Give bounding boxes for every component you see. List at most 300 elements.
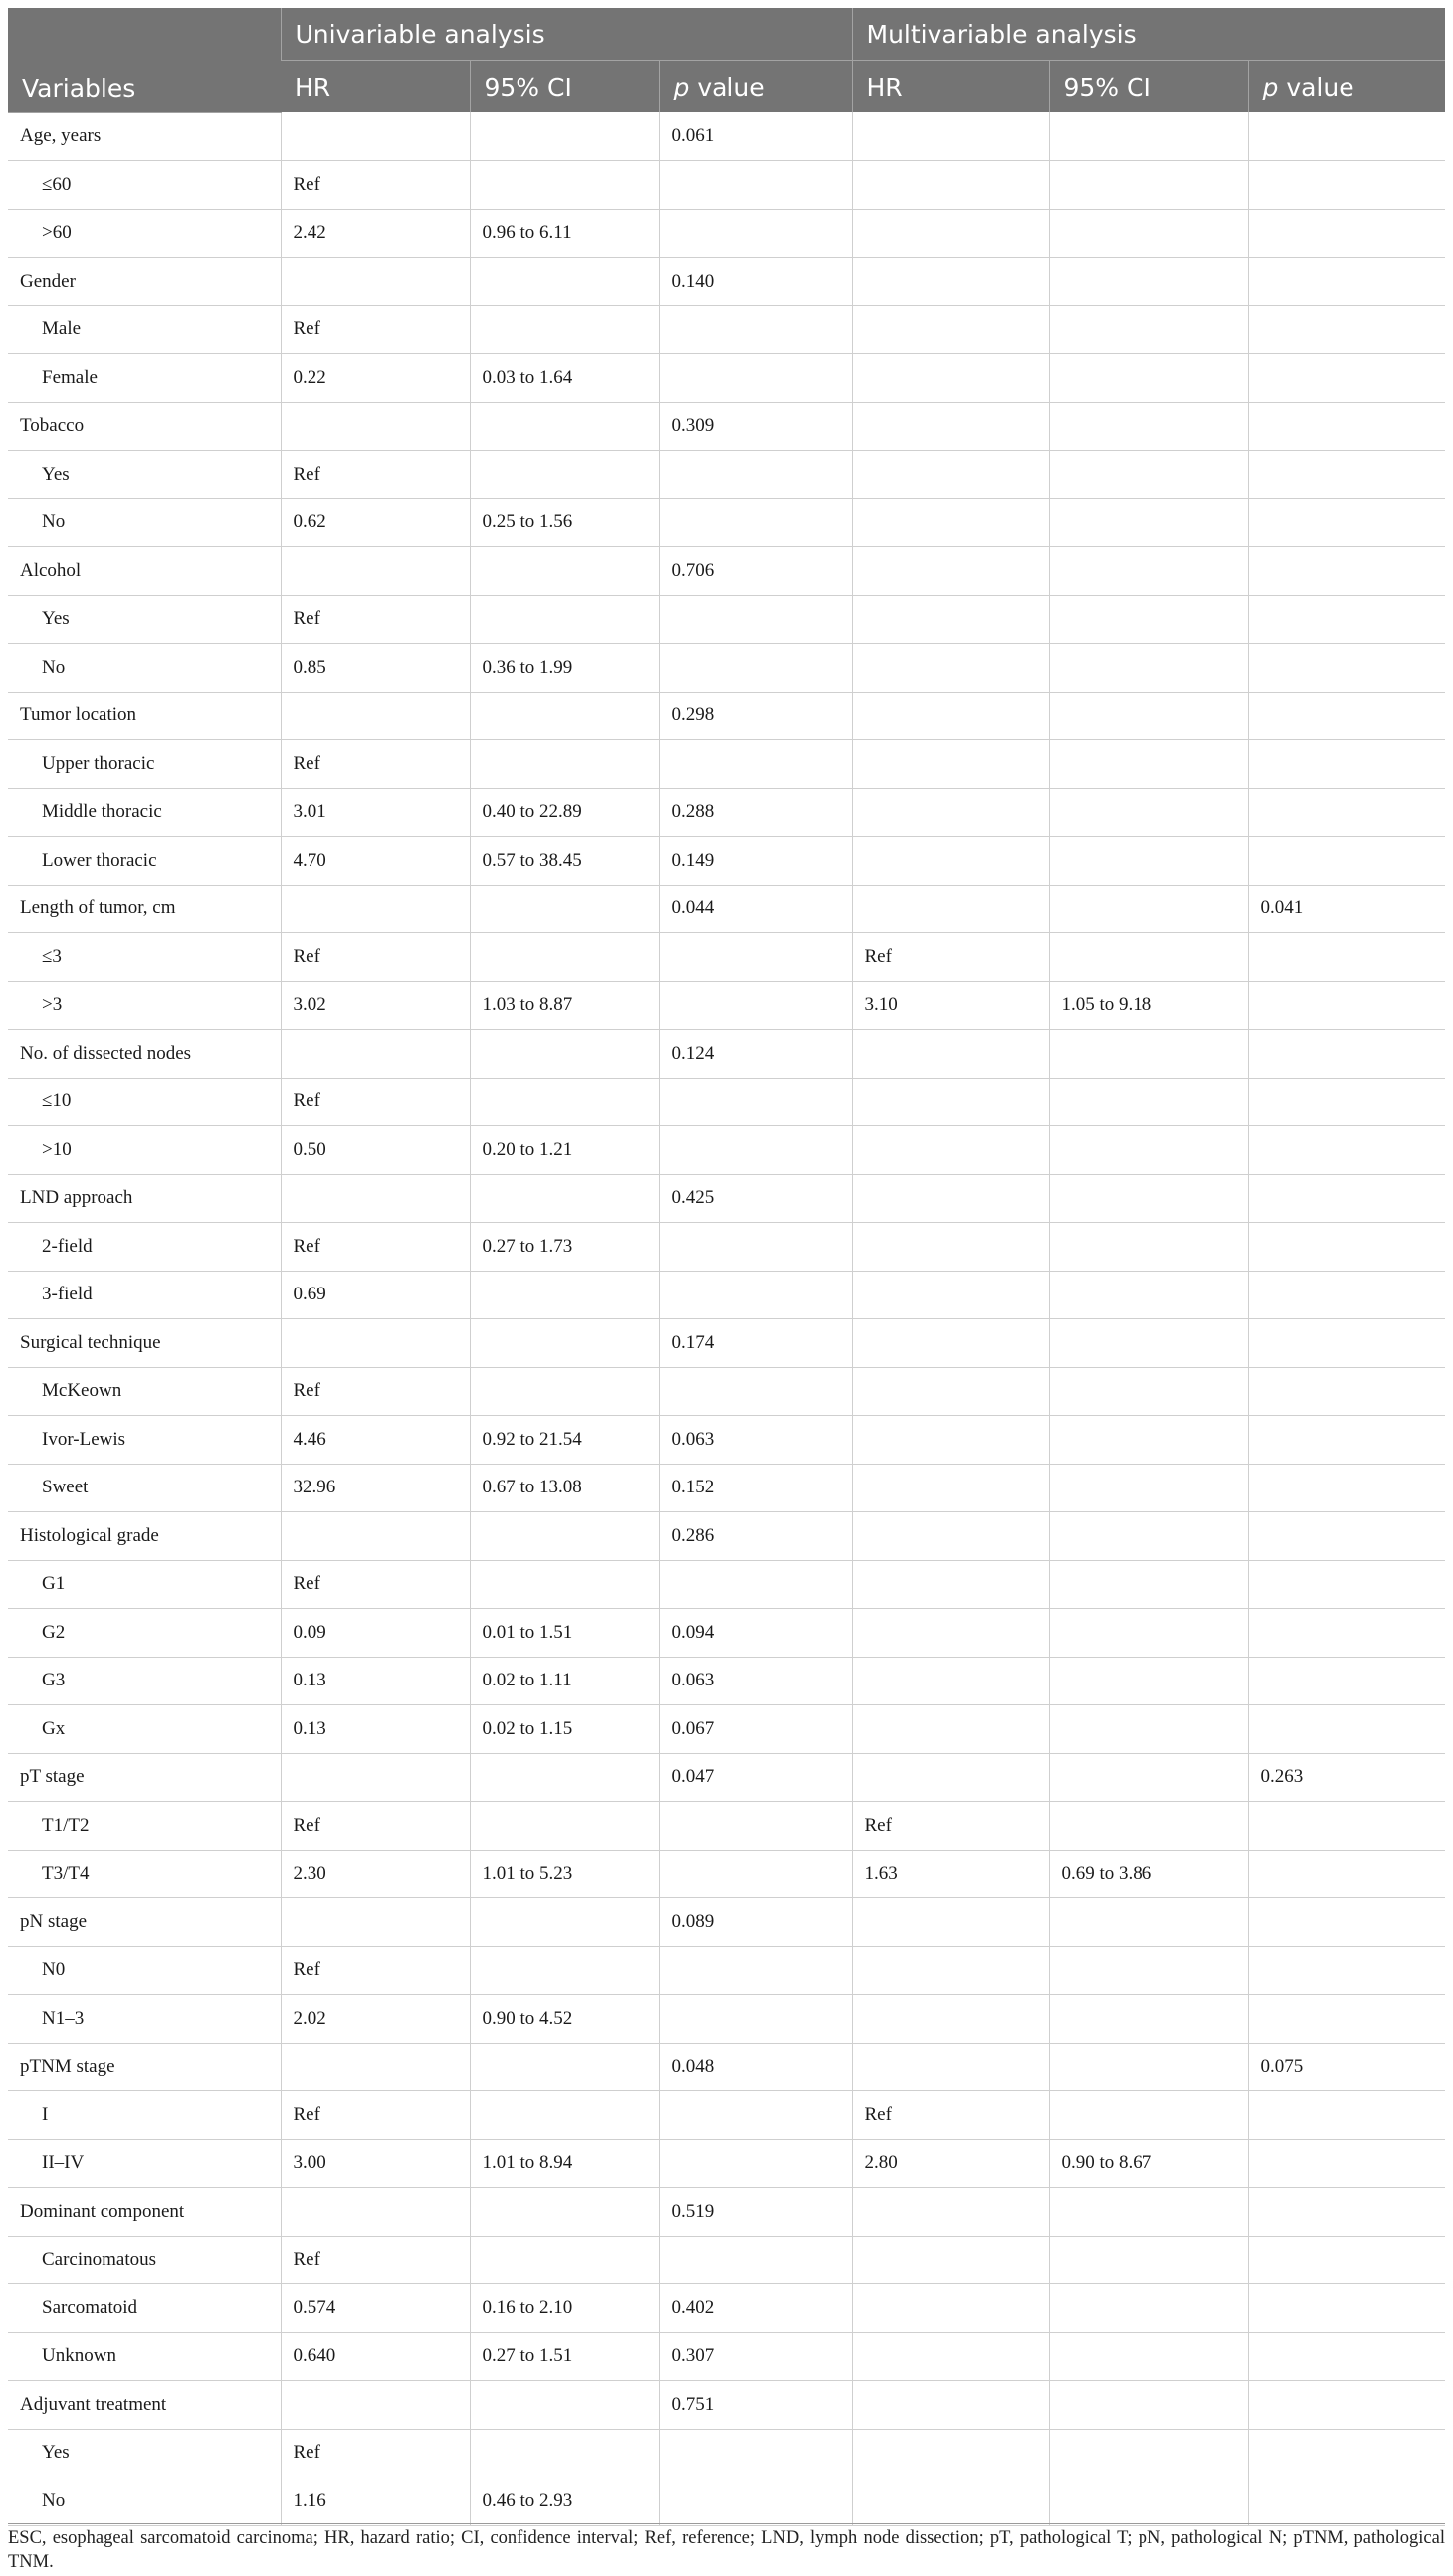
multivariable-hr-cell [852, 1126, 1049, 1175]
univariable-hr-cell: Ref [281, 740, 470, 789]
univariable-hr-cell [281, 547, 470, 596]
multivariable-hr-cell [852, 1319, 1049, 1368]
univariable-ci-header: 95% CI [470, 61, 659, 113]
univariable-hr-cell: 0.13 [281, 1657, 470, 1705]
univariable-ci-cell: 0.25 to 1.56 [470, 498, 659, 547]
variable-cell: pTNM stage [8, 2043, 281, 2091]
variable-cell: I [8, 2091, 281, 2140]
table-row [8, 740, 1445, 789]
multivariable-ci-cell [1049, 1946, 1248, 1995]
multivariable-hr-cell [852, 112, 1049, 161]
multivariable-p-cell [1248, 788, 1445, 837]
multivariable-hr-cell [852, 2477, 1049, 2526]
multivariable-p-cell [1248, 258, 1445, 306]
univariable-ci-cell: 0.02 to 1.15 [470, 1705, 659, 1754]
table-row [8, 1416, 1445, 1465]
univariable-p-cell: 0.044 [659, 885, 852, 933]
univariable-p-cell: 0.286 [659, 1512, 852, 1561]
multivariable-ci-cell [1049, 2043, 1248, 2091]
table-row [8, 1657, 1445, 1705]
table-row [8, 2429, 1445, 2477]
table-row [8, 933, 1445, 982]
table-row [8, 451, 1445, 499]
univariable-hr-cell: 3.02 [281, 981, 470, 1030]
multivariable-p-cell [1248, 1850, 1445, 1898]
univariable-ci-cell [470, 2429, 659, 2477]
multivariable-ci-cell [1049, 595, 1248, 644]
variable-cell: Alcohol [8, 547, 281, 596]
univariable-hr-cell: 2.30 [281, 1850, 470, 1898]
table-row [8, 547, 1445, 596]
multivariable-p-cell [1248, 1946, 1445, 1995]
univariable-ci-cell [470, 2188, 659, 2237]
multivariable-p-cell [1248, 547, 1445, 596]
multivariable-ci-cell [1049, 1078, 1248, 1126]
results-table-container [8, 8, 1445, 2526]
multivariable-p-cell [1248, 1174, 1445, 1223]
univariable-p-cell [659, 1126, 852, 1175]
multivariable-hr-cell [852, 1223, 1049, 1272]
univariable-p-cell: 0.288 [659, 788, 852, 837]
multivariable-hr-cell [852, 1609, 1049, 1658]
multivariable-p-cell [1248, 1030, 1445, 1079]
multivariable-ci-cell [1049, 402, 1248, 451]
univariable-p-cell [659, 161, 852, 210]
multivariable-p-cell [1248, 1657, 1445, 1705]
univariable-hr-cell: Ref [281, 1560, 470, 1609]
univariable-ci-cell [470, 740, 659, 789]
variable-cell: Female [8, 354, 281, 403]
multivariable-ci-cell: 1.05 to 9.18 [1049, 981, 1248, 1030]
univariable-ci-cell [470, 258, 659, 306]
header-row-groups [8, 8, 1445, 61]
multivariable-group-header: Multivariable analysis [852, 8, 1445, 61]
univariable-ci-cell [470, 1319, 659, 1368]
univariable-hr-cell: 2.02 [281, 1995, 470, 2044]
multivariable-p-cell [1248, 209, 1445, 258]
univariable-ci-cell [470, 2381, 659, 2430]
univariable-ci-cell: 0.27 to 1.73 [470, 1223, 659, 1272]
univariable-p-cell [659, 209, 852, 258]
univariable-p-cell [659, 498, 852, 547]
multivariable-p-cell [1248, 740, 1445, 789]
univariable-hr-cell [281, 258, 470, 306]
table-row [8, 1271, 1445, 1319]
univariable-p-cell: 0.402 [659, 2284, 852, 2333]
multivariable-ci-cell [1049, 2188, 1248, 2237]
multivariable-hr-cell [852, 1078, 1049, 1126]
univariable-hr-cell: 0.69 [281, 1271, 470, 1319]
univariable-p-cell: 0.309 [659, 402, 852, 451]
multivariable-ci-cell [1049, 692, 1248, 740]
multivariable-ci-cell [1049, 1898, 1248, 1947]
univariable-hr-cell [281, 1319, 470, 1368]
multivariable-ci-cell [1049, 547, 1248, 596]
variable-cell: Histological grade [8, 1512, 281, 1561]
table-row [8, 1319, 1445, 1368]
univariable-ci-cell [470, 305, 659, 354]
univariable-ci-cell [470, 1271, 659, 1319]
table-row [8, 1030, 1445, 1079]
variable-cell: Dominant component [8, 2188, 281, 2237]
multivariable-p-cell [1248, 1271, 1445, 1319]
p-italic: p [673, 72, 690, 101]
multivariable-hr-cell: Ref [852, 1802, 1049, 1851]
variable-cell: >10 [8, 1126, 281, 1175]
univariable-hr-cell: Ref [281, 1367, 470, 1416]
table-row [8, 1753, 1445, 1802]
univariable-ci-cell [470, 595, 659, 644]
table-row [8, 2477, 1445, 2526]
table-row [8, 1609, 1445, 1658]
multivariable-ci-cell [1049, 2332, 1248, 2381]
table-row [8, 837, 1445, 886]
univariable-p-cell [659, 2477, 852, 2526]
variable-cell: N1–3 [8, 1995, 281, 2044]
multivariable-ci-cell [1049, 933, 1248, 982]
multivariable-hr-cell [852, 2236, 1049, 2284]
univariable-hr-cell [281, 2043, 470, 2091]
univariable-ci-cell: 0.20 to 1.21 [470, 1126, 659, 1175]
univariable-hr-cell: 0.50 [281, 1126, 470, 1175]
univariable-ci-cell [470, 1174, 659, 1223]
univariable-p-cell [659, 1078, 852, 1126]
univariable-hr-cell [281, 112, 470, 161]
univariable-p-cell [659, 644, 852, 693]
multivariable-p-cell [1248, 2188, 1445, 2237]
multivariable-hr-cell [852, 2284, 1049, 2333]
univariable-hr-cell: Ref [281, 1802, 470, 1851]
multivariable-p-cell [1248, 1898, 1445, 1947]
multivariable-hr-cell [852, 1657, 1049, 1705]
univariable-p-cell: 0.063 [659, 1657, 852, 1705]
univariable-hr-cell: Ref [281, 1223, 470, 1272]
univariable-hr-cell [281, 692, 470, 740]
multivariable-ci-cell [1049, 1126, 1248, 1175]
multivariable-p-cell [1248, 402, 1445, 451]
univariable-hr-cell: Ref [281, 1078, 470, 1126]
univariable-hr-cell: Ref [281, 2236, 470, 2284]
univariable-ci-cell: 1.01 to 8.94 [470, 2139, 659, 2188]
multivariable-ci-cell [1049, 644, 1248, 693]
univariable-ci-cell [470, 1367, 659, 1416]
multivariable-p-cell [1248, 2332, 1445, 2381]
variable-cell: Sweet [8, 1464, 281, 1512]
univariable-ci-cell [470, 1078, 659, 1126]
table-row [8, 1367, 1445, 1416]
table-row [8, 2236, 1445, 2284]
multivariable-ci-cell [1049, 498, 1248, 547]
univariable-p-cell: 0.519 [659, 2188, 852, 2237]
table-row [8, 112, 1445, 161]
univariable-p-cell [659, 2429, 852, 2477]
multivariable-hr-cell [852, 692, 1049, 740]
multivariable-p-cell [1248, 1609, 1445, 1658]
multivariable-p-cell [1248, 1705, 1445, 1754]
univariable-p-cell: 0.298 [659, 692, 852, 740]
univariable-ci-cell: 0.36 to 1.99 [470, 644, 659, 693]
multivariable-ci-cell [1049, 1174, 1248, 1223]
univariable-hr-cell: Ref [281, 933, 470, 982]
multivariable-p-cell [1248, 692, 1445, 740]
multivariable-hr-cell [852, 1705, 1049, 1754]
multivariable-p-cell [1248, 451, 1445, 499]
multivariable-hr-cell [852, 1512, 1049, 1561]
univariable-ci-cell [470, 451, 659, 499]
multivariable-ci-cell [1049, 885, 1248, 933]
variable-cell: Upper thoracic [8, 740, 281, 789]
multivariable-ci-cell [1049, 1271, 1248, 1319]
table-row [8, 2381, 1445, 2430]
variable-cell: Yes [8, 595, 281, 644]
univariable-ci-cell: 0.96 to 6.11 [470, 209, 659, 258]
multivariable-ci-cell [1049, 1464, 1248, 1512]
multivariable-ci-cell [1049, 2429, 1248, 2477]
variable-cell: pT stage [8, 1753, 281, 1802]
multivariable-hr-cell [852, 305, 1049, 354]
multivariable-hr-cell [852, 1174, 1049, 1223]
univariable-ci-cell: 0.46 to 2.93 [470, 2477, 659, 2526]
univariable-p-cell [659, 1271, 852, 1319]
univariable-p-cell: 0.089 [659, 1898, 852, 1947]
multivariable-ci-cell [1049, 451, 1248, 499]
multivariable-hr-cell [852, 2188, 1049, 2237]
univariable-p-cell: 0.140 [659, 258, 852, 306]
multivariable-ci-cell [1049, 1223, 1248, 1272]
univariable-p-cell [659, 2139, 852, 2188]
variable-cell: McKeown [8, 1367, 281, 1416]
univariable-ci-cell [470, 161, 659, 210]
table-row [8, 2284, 1445, 2333]
multivariable-p-cell [1248, 933, 1445, 982]
variable-cell: No [8, 498, 281, 547]
variable-cell: >3 [8, 981, 281, 1030]
multivariable-ci-cell [1049, 1560, 1248, 1609]
multivariable-ci-cell [1049, 2477, 1248, 2526]
multivariable-p-cell [1248, 2381, 1445, 2430]
multivariable-hr-cell [852, 2043, 1049, 2091]
multivariable-ci-cell [1049, 258, 1248, 306]
univariable-ci-cell [470, 2236, 659, 2284]
multivariable-hr-cell: 3.10 [852, 981, 1049, 1030]
univariable-hr-cell: Ref [281, 2429, 470, 2477]
multivariable-ci-cell [1049, 1753, 1248, 1802]
multivariable-p-cell [1248, 498, 1445, 547]
multivariable-ci-cell [1049, 2284, 1248, 2333]
table-row [8, 161, 1445, 210]
table-row [8, 402, 1445, 451]
univariable-ci-cell [470, 402, 659, 451]
table-row [8, 498, 1445, 547]
univariable-hr-cell: Ref [281, 1946, 470, 1995]
multivariable-ci-cell [1049, 112, 1248, 161]
multivariable-ci-cell [1049, 209, 1248, 258]
table-row [8, 258, 1445, 306]
table-header [8, 8, 1445, 112]
univariable-hr-cell: Ref [281, 2091, 470, 2140]
table-row [8, 1512, 1445, 1561]
multivariable-hr-cell [852, 547, 1049, 596]
table-row [8, 354, 1445, 403]
univariable-hr-cell: 0.22 [281, 354, 470, 403]
multivariable-p-cell [1248, 354, 1445, 403]
table-row [8, 2139, 1445, 2188]
univariable-ci-cell: 1.01 to 5.23 [470, 1850, 659, 1898]
multivariable-hr-cell [852, 644, 1049, 693]
variable-cell: 3-field [8, 1271, 281, 1319]
univariable-hr-cell: 3.01 [281, 788, 470, 837]
multivariable-hr-cell [852, 1946, 1049, 1995]
univariable-hr-cell [281, 1753, 470, 1802]
multivariable-ci-cell [1049, 1657, 1248, 1705]
multivariable-hr-cell [852, 1898, 1049, 1947]
univariable-p-cell [659, 1367, 852, 1416]
multivariable-p-cell [1248, 1560, 1445, 1609]
univariable-hr-cell [281, 1030, 470, 1079]
univariable-ci-cell [470, 112, 659, 161]
variable-cell: Yes [8, 451, 281, 499]
variable-cell: Surgical technique [8, 1319, 281, 1368]
variables-header: Variables [8, 8, 281, 112]
variable-cell: Carcinomatous [8, 2236, 281, 2284]
variable-cell: T1/T2 [8, 1802, 281, 1851]
univariable-hr-header: HR [281, 61, 470, 113]
multivariable-hr-cell [852, 451, 1049, 499]
univariable-hr-cell [281, 1512, 470, 1561]
multivariable-hr-cell [852, 1560, 1049, 1609]
multivariable-ci-cell [1049, 305, 1248, 354]
multivariable-ci-cell [1049, 1705, 1248, 1754]
multivariable-p-cell [1248, 161, 1445, 210]
variable-cell: 2-field [8, 1223, 281, 1272]
multivariable-ci-cell [1049, 740, 1248, 789]
multivariable-ci-cell [1049, 1512, 1248, 1561]
multivariable-hr-cell [852, 837, 1049, 886]
univariable-p-cell [659, 1560, 852, 1609]
table-row [8, 1464, 1445, 1512]
variable-cell: No [8, 2477, 281, 2526]
univariable-p-cell [659, 305, 852, 354]
table-row [8, 692, 1445, 740]
multivariable-hr-cell [852, 885, 1049, 933]
univariable-p-cell [659, 1802, 852, 1851]
univariable-p-cell [659, 1995, 852, 2044]
table-row [8, 305, 1445, 354]
variable-cell: Yes [8, 2429, 281, 2477]
univariable-hr-cell [281, 885, 470, 933]
multivariable-p-header [1248, 61, 1445, 113]
multivariable-ci-cell [1049, 2091, 1248, 2140]
table-row [8, 1850, 1445, 1898]
multivariable-ci-cell [1049, 2236, 1248, 2284]
table-row [8, 1705, 1445, 1754]
multivariable-ci-cell [1049, 1319, 1248, 1368]
univariable-p-cell: 0.307 [659, 2332, 852, 2381]
univariable-ci-cell [470, 1560, 659, 1609]
table-body [8, 112, 1445, 2525]
multivariable-p-cell: 0.075 [1248, 2043, 1445, 2091]
univariable-hr-cell: 4.70 [281, 837, 470, 886]
multivariable-ci-cell [1049, 1416, 1248, 1465]
table-row [8, 885, 1445, 933]
univariable-hr-cell: 0.09 [281, 1609, 470, 1658]
multivariable-p-cell: 0.041 [1248, 885, 1445, 933]
multivariable-hr-cell [852, 2332, 1049, 2381]
table-row [8, 595, 1445, 644]
multivariable-ci-cell [1049, 2381, 1248, 2430]
univariable-hr-cell [281, 1898, 470, 1947]
univariable-hr-cell: 0.13 [281, 1705, 470, 1754]
multivariable-hr-cell [852, 498, 1049, 547]
univariable-ci-cell [470, 1802, 659, 1851]
multivariable-ci-cell: 0.90 to 8.67 [1049, 2139, 1248, 2188]
univariable-p-cell [659, 354, 852, 403]
univariable-p-cell: 0.124 [659, 1030, 852, 1079]
univariable-hr-cell: 0.640 [281, 2332, 470, 2381]
multivariable-ci-cell [1049, 161, 1248, 210]
multivariable-p-cell [1248, 981, 1445, 1030]
multivariable-hr-cell: Ref [852, 2091, 1049, 2140]
univariable-p-cell: 0.047 [659, 1753, 852, 1802]
multivariable-hr-cell [852, 1995, 1049, 2044]
univariable-p-cell [659, 595, 852, 644]
table-row [8, 1126, 1445, 1175]
table-row [8, 1946, 1445, 1995]
univariable-p-cell [659, 740, 852, 789]
p-rest: value [689, 72, 765, 101]
variable-cell: No. of dissected nodes [8, 1030, 281, 1079]
multivariable-hr-cell: 2.80 [852, 2139, 1049, 2188]
multivariable-ci-cell [1049, 354, 1248, 403]
multivariable-ci-cell [1049, 1367, 1248, 1416]
univariable-ci-cell: 0.67 to 13.08 [470, 1464, 659, 1512]
table-row [8, 1802, 1445, 1851]
table-row [8, 1174, 1445, 1223]
multivariable-hr-header: HR [852, 61, 1049, 113]
variable-cell: Middle thoracic [8, 788, 281, 837]
univariable-ci-cell: 0.03 to 1.64 [470, 354, 659, 403]
variable-cell: G1 [8, 1560, 281, 1609]
multivariable-p-cell [1248, 595, 1445, 644]
multivariable-hr-cell [852, 209, 1049, 258]
multivariable-p-cell [1248, 112, 1445, 161]
variable-cell: T3/T4 [8, 1850, 281, 1898]
p-italic: p [1262, 72, 1279, 101]
multivariable-hr-cell [852, 740, 1049, 789]
variable-cell: Age, years [8, 112, 281, 161]
univariable-hr-cell: 4.46 [281, 1416, 470, 1465]
table-row [8, 2332, 1445, 2381]
variable-cell: G2 [8, 1609, 281, 1658]
multivariable-p-cell: 0.263 [1248, 1753, 1445, 1802]
univariable-p-cell: 0.067 [659, 1705, 852, 1754]
univariable-p-cell: 0.063 [659, 1416, 852, 1465]
multivariable-p-cell [1248, 305, 1445, 354]
multivariable-p-cell [1248, 1802, 1445, 1851]
multivariable-p-cell [1248, 1319, 1445, 1368]
variable-cell: N0 [8, 1946, 281, 1995]
multivariable-p-cell [1248, 2139, 1445, 2188]
univariable-ci-cell: 0.02 to 1.11 [470, 1657, 659, 1705]
univariable-p-cell [659, 451, 852, 499]
multivariable-ci-cell [1049, 837, 1248, 886]
univariable-ci-cell [470, 1946, 659, 1995]
univariable-p-cell: 0.425 [659, 1174, 852, 1223]
multivariable-p-cell [1248, 1512, 1445, 1561]
table-row [8, 1223, 1445, 1272]
multivariable-ci-cell [1049, 1802, 1248, 1851]
multivariable-p-cell [1248, 1416, 1445, 1465]
